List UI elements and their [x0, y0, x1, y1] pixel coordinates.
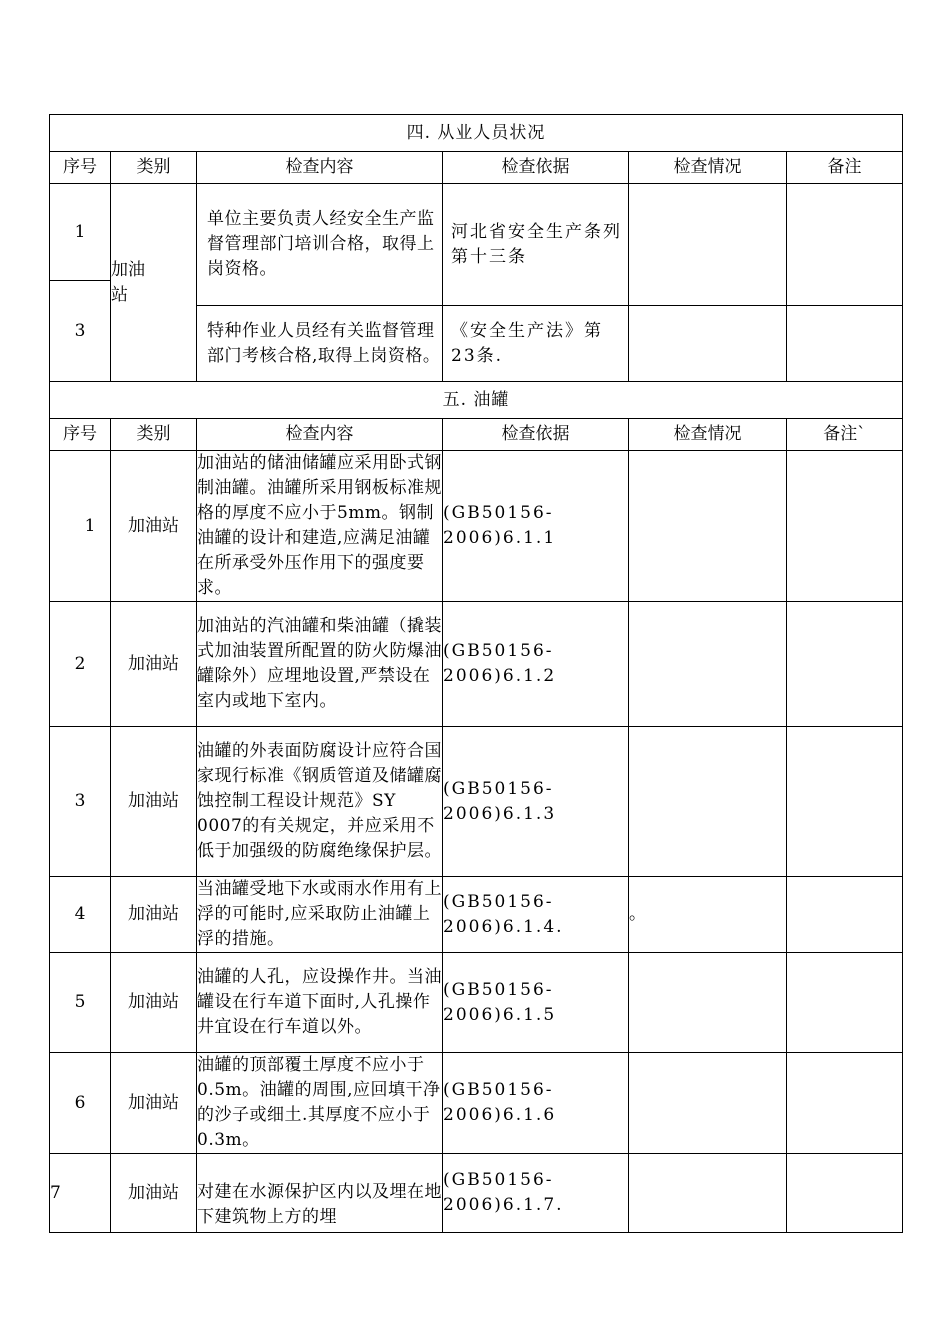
basis-cell [443, 184, 629, 382]
row-basis: (GB50156-2006)6.1.1 [443, 451, 629, 602]
status-block-1 [629, 184, 786, 306]
header-category: 类别 [111, 152, 197, 184]
note-block-1 [787, 184, 902, 306]
row-category: 加油站 [111, 451, 197, 602]
table-row [50, 602, 903, 727]
status-cell [629, 184, 787, 382]
row-note [787, 877, 903, 953]
row-note [787, 953, 903, 1053]
basis-block-2 [443, 306, 628, 381]
row-status: 。 [629, 877, 787, 953]
row-basis: (GB50156-2006)6.1.7. [443, 1154, 629, 1233]
row-category: 加油站 [111, 877, 197, 953]
row-basis: (GB50156-2006)6.1.2 [443, 602, 629, 727]
row-content: 油罐的人孔，应设操作井。当油罐设在行车道下面时,人孔操作井宜设在行车道以外。 [197, 953, 443, 1053]
row-note [787, 451, 903, 602]
header-seq: 序号 [50, 419, 111, 451]
row-seq: 7 [50, 1154, 111, 1233]
row-status [629, 727, 787, 877]
row-content: 加油站的储油储罐应采用卧式钢制油罐。油罐所采用钢板标准规格的厚度不应小于5mm。钢制油罐的设计和建造,应满足油罐在所承受外压作用下的强度要求。 [197, 451, 443, 602]
row-basis: 河北省安全生产条列第十三条 [451, 221, 622, 267]
row-basis: (GB50156-2006)6.1.3 [443, 727, 629, 877]
header-seq: 序号 [50, 152, 111, 184]
row-note [787, 1053, 903, 1154]
header-status: 检查情况 [629, 419, 787, 451]
row-content: 当油罐受地下水或雨水作用有上浮的可能时,应采取防止油罐上浮的措施。 [197, 877, 443, 953]
category-label: 加油站 [111, 259, 145, 305]
table-row [50, 451, 903, 602]
header-basis: 检查依据 [443, 152, 629, 184]
row-status [629, 1154, 787, 1233]
row-category: 加油站 [111, 1053, 197, 1154]
row-category: 加油站 [111, 953, 197, 1053]
table-row [50, 1053, 903, 1154]
row-content: 油罐的顶部覆土厚度不应小于0.5m。油罐的周围,应回填干净的沙子或细土.其厚度不应小于0.3m。 [197, 1053, 443, 1154]
row-status [629, 953, 787, 1053]
inspection-table [49, 114, 903, 1233]
content-block-2 [197, 306, 442, 381]
row-category [111, 184, 197, 382]
row-basis: (GB50156-2006)6.1.6 [443, 1053, 629, 1154]
section-title-row [50, 382, 903, 419]
row-status [629, 451, 787, 602]
row-note [787, 602, 903, 727]
row-seq: 4 [50, 877, 111, 953]
row-category: 加油站 [111, 727, 197, 877]
row-seq: 5 [50, 953, 111, 1053]
row-basis: (GB50156-2006)6.1.4. [443, 877, 629, 953]
table-row [50, 877, 903, 953]
note-cell [787, 184, 903, 382]
row-status [629, 1053, 787, 1154]
row-basis: 《安全生产法》第23条. [451, 320, 603, 366]
row-content: 油罐的外表面防腐设计应符合国家现行标准《钢质管道及储罐腐蚀控制工程设计规范》SY 0007的有关规定，并应采用不低于加强级的防腐绝缘保护层。 [197, 727, 443, 877]
row-content: 对建在水源保护区内以及埋在地下建筑物上方的埋 [197, 1154, 443, 1233]
row-seq: 1 [50, 184, 111, 281]
header-basis: 检查依据 [443, 419, 629, 451]
row-seq: 1 [50, 451, 111, 602]
table-row [50, 727, 903, 877]
section-title: 四. 从业人员状况 [50, 115, 903, 152]
header-status: 检查情况 [629, 152, 787, 184]
row-note [787, 727, 903, 877]
section-title-row [50, 115, 903, 152]
row-note [787, 1154, 903, 1233]
content-cell [197, 184, 443, 382]
table-row [50, 953, 903, 1053]
row-category: 加油站 [111, 1154, 197, 1233]
note-block-2 [787, 306, 902, 381]
row-category: 加油站 [111, 602, 197, 727]
row-content: 特种作业人员经有关监督管理部门考核合格,取得上岗资格。 [207, 320, 441, 366]
header-note: 备注 [787, 152, 903, 184]
row-basis: (GB50156-2006)6.1.5 [443, 953, 629, 1053]
header-content: 检查内容 [197, 419, 443, 451]
row-seq: 3 [50, 281, 111, 382]
basis-block-1 [443, 184, 628, 306]
header-category: 类别 [111, 419, 197, 451]
table-row [50, 184, 903, 281]
row-seq: 6 [50, 1053, 111, 1154]
header-row [50, 152, 903, 184]
header-note: 备注` [787, 419, 903, 451]
status-block-2 [629, 306, 786, 381]
section-title: 五. 油罐 [50, 382, 903, 419]
row-content: 单位主要负责人经安全生产监督管理部门培训合格，取得上岗资格。 [207, 209, 435, 279]
row-seq: 2 [50, 602, 111, 727]
row-seq: 3 [50, 727, 111, 877]
header-row [50, 419, 903, 451]
row-content: 加油站的汽油罐和柴油罐（撬装式加油装置所配置的防火防爆油罐除外）应埋地设置,严禁设在室内或地下室内。 [197, 602, 443, 727]
row-status [629, 602, 787, 727]
table-row [50, 1154, 903, 1233]
header-content: 检查内容 [197, 152, 443, 184]
content-block-1 [197, 184, 442, 306]
